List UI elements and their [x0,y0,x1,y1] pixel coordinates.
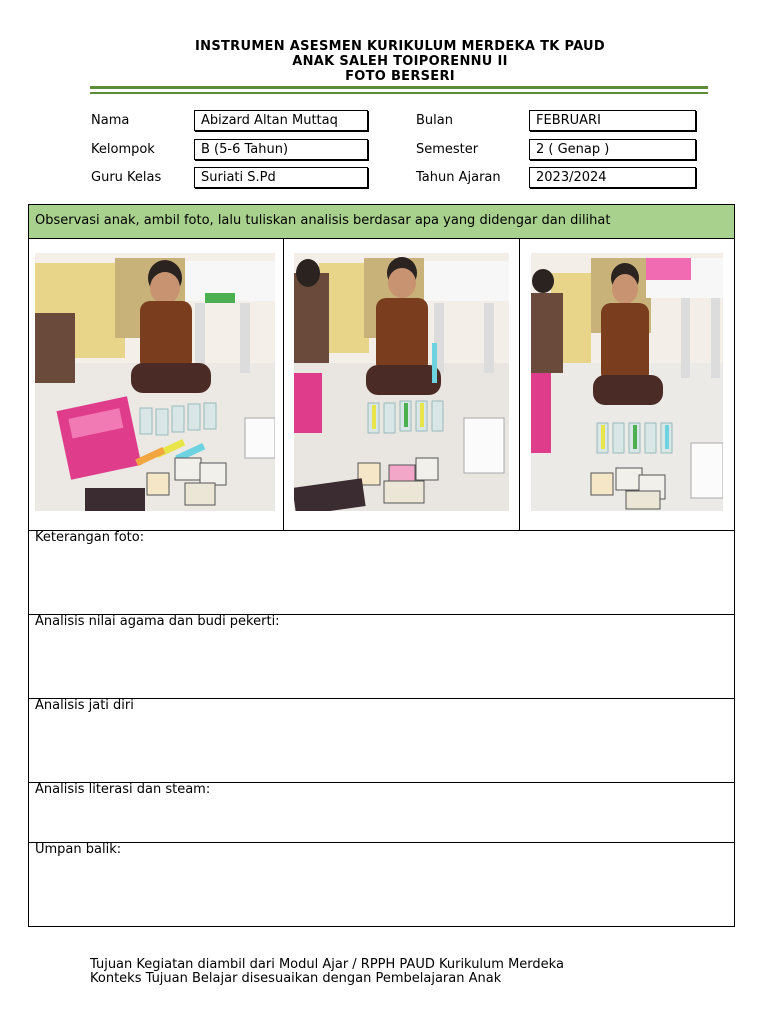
document-title-line-3: FOTO BERSERI [345,69,455,84]
document-title-line-2: ANAK SALEH TOIPORENNU II [292,54,508,69]
guru-kelas-field[interactable]: Suriati S.Pd [194,167,368,188]
keterangan-foto-label: Keterangan foto: [35,530,145,545]
photo-1-image [35,253,275,511]
observation-instruction: Observasi anak, ambil foto, lalu tuliskan analisis berdasar apa yang didengar dan dilihat [29,205,734,239]
kelompok-label: Kelompok [91,142,155,157]
header-rule-thin [90,92,708,94]
bulan-label: Bulan [416,113,453,128]
tahun-ajaran-label: Tahun Ajaran [416,170,501,185]
photo-divider-1 [283,239,284,531]
activity-photo-3 [531,253,723,511]
footer-note-line-2: Konteks Tujuan Belajar disesuaikan dengan Pembelajaran Anak [90,971,502,986]
header-rule-thick [90,86,708,89]
nama-field[interactable]: Abizard Altan Muttaq [194,110,368,131]
nama-label: Nama [91,113,130,128]
divider-agama-bottom [29,698,734,699]
photo-divider-2 [519,239,520,531]
divider-literasi-bottom [29,842,734,843]
photo-2-image [294,253,509,511]
semester-label: Semester [416,142,479,157]
analisis-agama-label: Analisis nilai agama dan budi pekerti: [35,614,280,629]
observation-table [28,204,735,927]
document-title-line-1: INSTRUMEN ASESMEN KURIKULUM MERDEKA TK PAUD [195,39,605,54]
footer-note-line-1: Tujuan Kegiatan diambil dari Modul Ajar / RPPH PAUD Kurikulum Merdeka [90,957,564,972]
guru-kelas-label: Guru Kelas [91,170,162,185]
kelompok-field[interactable]: B (5-6 Tahun) [194,139,368,160]
activity-photo-2 [294,253,509,511]
analisis-literasi-label: Analisis literasi dan steam: [35,782,211,797]
tahun-ajaran-field[interactable]: 2023/2024 [529,167,696,188]
bulan-field[interactable]: FEBRUARI [529,110,696,131]
analisis-jati-diri-label: Analisis jati diri [35,698,134,713]
activity-photo-1 [35,253,275,511]
semester-field[interactable]: 2 ( Genap ) [529,139,696,160]
photo-3-image [531,253,723,511]
umpan-balik-label: Umpan balik: [35,842,122,857]
